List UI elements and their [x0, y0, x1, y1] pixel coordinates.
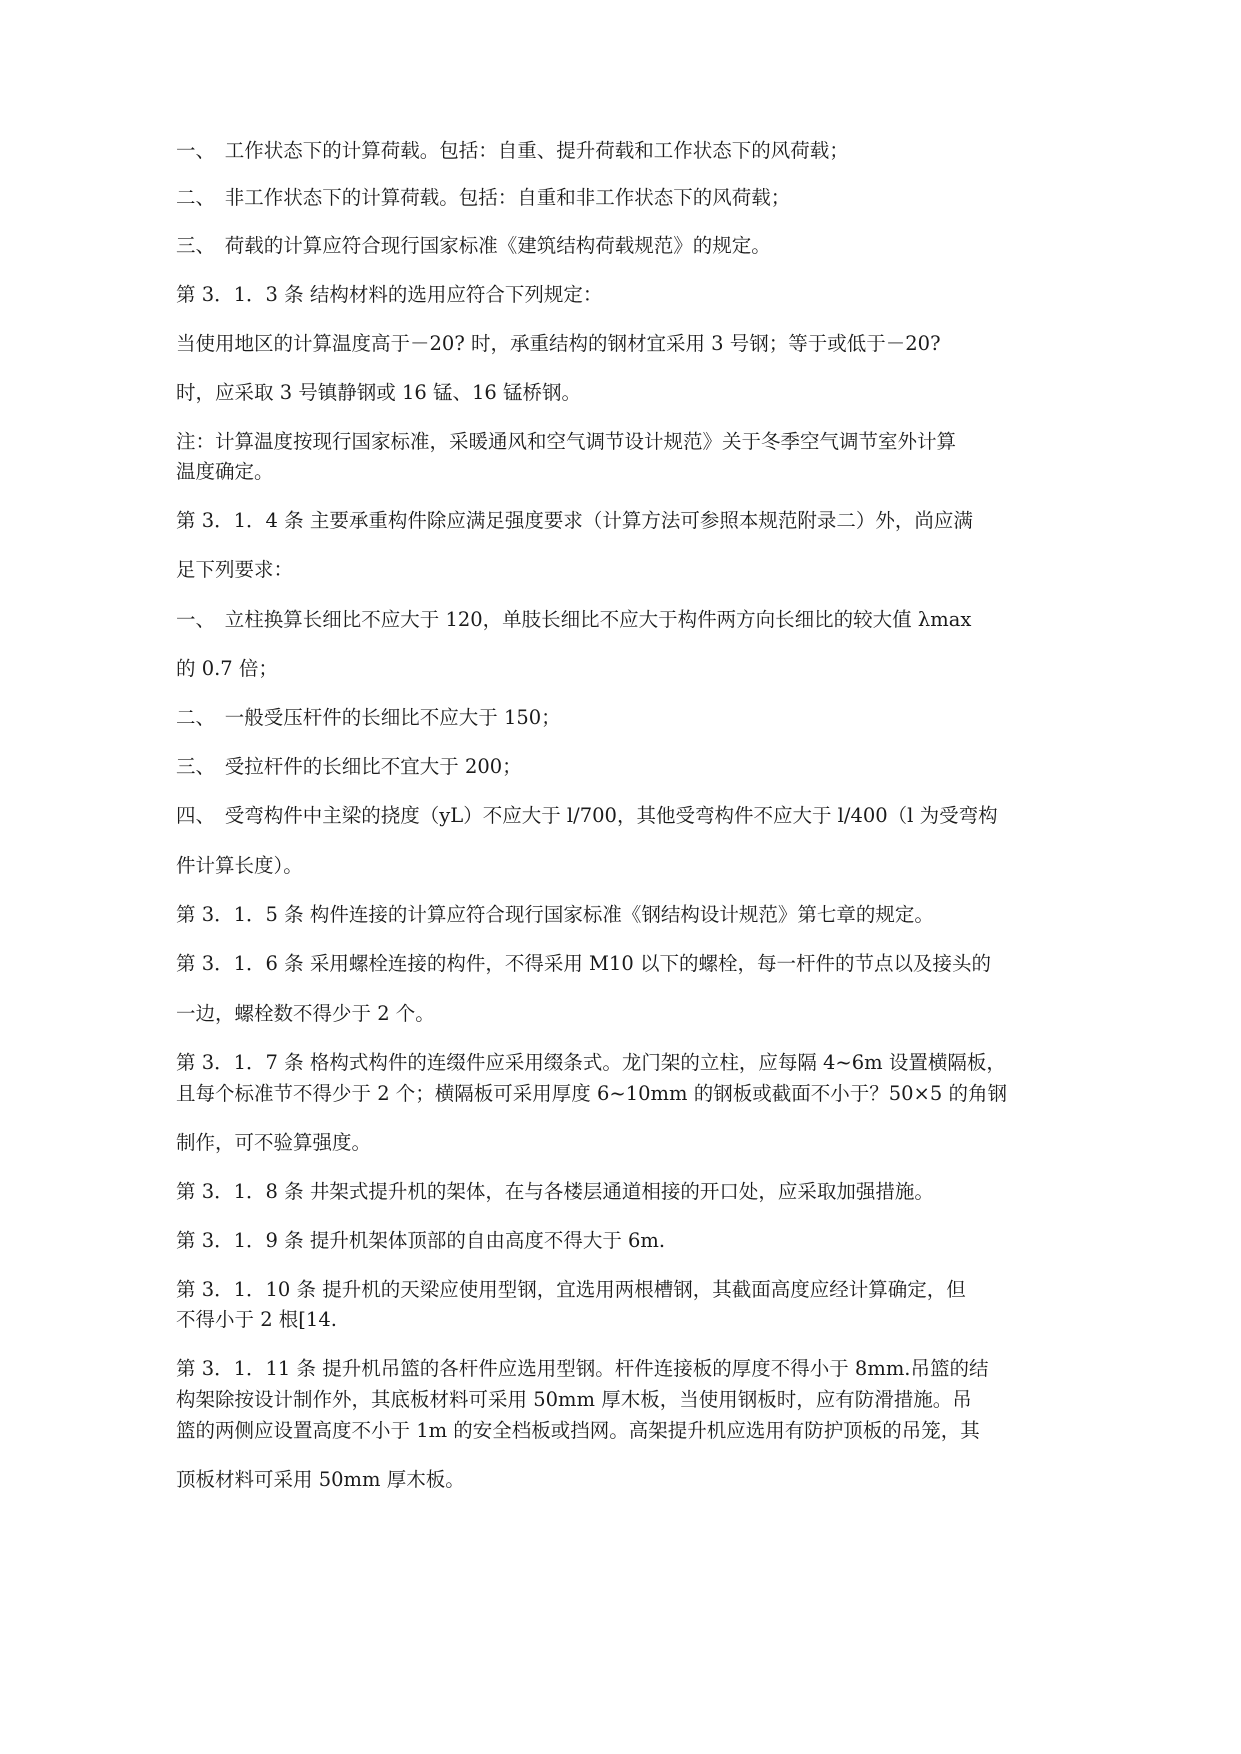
text-line: 温度确定。	[176, 460, 274, 483]
text-line: 第 3．1．11 条 提升机吊篮的各杆件应选用型钢。杆件连接板的厚度不得小于 8mm.吊篮的结	[176, 1357, 989, 1380]
text-line: 不得小于 2 根[14.	[176, 1308, 337, 1331]
text-line: 件计算长度）。	[176, 854, 303, 877]
text-line: 顶板材料可采用 50mm 厚木板。	[176, 1468, 465, 1491]
text-line: 的 0.7 倍；	[176, 657, 278, 680]
text-line: 一、 立柱换算长细比不应大于 120，单肢长细比不应大于构件两方向长细比的较大值 λmax	[176, 608, 972, 631]
text-line: 第 3．1．8 条 井架式提升机的架体，在与各楼层通道相接的开口处，应采取加强措施。	[176, 1180, 934, 1203]
text-line: 一边，螺栓数不得少于 2 个。	[176, 1002, 435, 1025]
text-line: 第 3．1．4 条 主要承重构件除应满足强度要求（计算方法可参照本规范附录二）外，尚应满	[176, 509, 973, 532]
text-line: 制作，可不验算强度。	[176, 1131, 372, 1154]
text-line: 第 3．1．3 条 结构材料的选用应符合下列规定：	[176, 283, 603, 306]
text-line: 三、 受拉杆件的长细比不宜大于 200；	[176, 755, 522, 778]
text-line: 当使用地区的计算温度高于－20? 时，承重结构的钢材宜采用 3 号钢；等于或低于－20?	[176, 332, 941, 355]
text-line: 一、 工作状态下的计算荷载。包括：自重、提升荷载和工作状态下的风荷载；	[176, 139, 849, 162]
text-line: 第 3．1．10 条 提升机的天梁应使用型钢，宜选用两根槽钢，其截面高度应经计算确定，但	[176, 1278, 966, 1301]
text-line: 且每个标准节不得少于 2 个；横隔板可采用厚度 6~10mm 的钢板或截面不小于？50×5 的角钢	[176, 1082, 1007, 1105]
text-line: 二、 一般受压杆件的长细比不应大于 150；	[176, 706, 561, 729]
text-line: 第 3．1．7 条 格构式构件的连缀件应采用缀条式。龙门架的立柱，应每隔 4~6m 设置横隔板，	[176, 1051, 1006, 1074]
text-line: 三、 荷载的计算应符合现行国家标准《建筑结构荷载规范》的规定。	[176, 234, 771, 257]
text-line: 时，应采取 3 号镇静钢或 16 锰、16 锰桥钢。	[176, 381, 582, 404]
text-line: 构架除按设计制作外，其底板材料可采用 50mm 厚木板，当使用钢板时，应有防滑措施。吊	[176, 1388, 972, 1411]
text-line: 四、 受弯构件中主梁的挠度（yL）不应大于 l/700，其他受弯构件不应大于 l/400（l 为受弯构	[176, 804, 998, 827]
text-line: 第 3．1．6 条 采用螺栓连接的构件，不得采用 M10 以下的螺栓，每一杆件的节点以及接头的	[176, 952, 991, 975]
text-line: 篮的两侧应设置高度不小于 1m 的安全档板或挡网。高架提升机应选用有防护顶板的吊笼，其	[176, 1419, 980, 1442]
text-line: 第 3．1．5 条 构件连接的计算应符合现行国家标准《钢结构设计规范》第七章的规定。	[176, 903, 934, 926]
text-line: 注：计算温度按现行国家标准，采暖通风和空气调节设计规范》关于冬季空气调节室外计算	[176, 430, 957, 453]
text-line: 第 3．1．9 条 提升机架体顶部的自由高度不得大于 6m.	[176, 1229, 666, 1252]
text-line: 足下列要求：	[176, 558, 294, 581]
text-line: 二、 非工作状态下的计算荷载。包括：自重和非工作状态下的风荷载；	[176, 186, 791, 209]
